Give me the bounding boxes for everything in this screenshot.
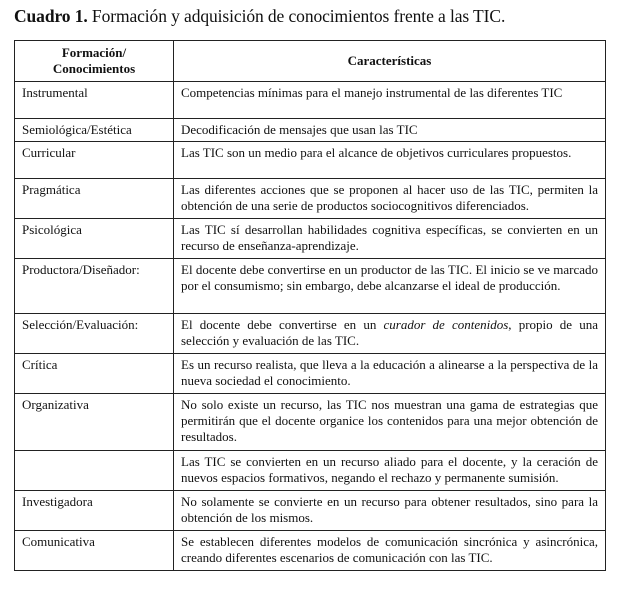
row-description: El docente debe convertirse en un productor de las TIC. El inicio se ve marcado por el consumismo; sin embargo, debe alcanzarse el ideal de producción. xyxy=(174,259,606,314)
header-formacion-line1: Formación/ xyxy=(61,45,127,60)
row-description: Las diferentes acciones que se proponen al hacer uso de las TIC, permiten la obtención de una serie de productos sociocognitivos diferenciados. xyxy=(174,179,606,219)
row-category: Organizativa xyxy=(15,394,174,451)
caption-title: Formación y adquisición de conocimientos frente a las TIC. xyxy=(87,6,506,26)
row-description: No solamente se convierte en un recurso para obtener resultados, sino para la obtención de los mismos. xyxy=(174,491,606,531)
header-caracteristicas: Características xyxy=(174,41,606,82)
row-category: Instrumental xyxy=(15,82,174,119)
row-description xyxy=(174,314,606,354)
table-row xyxy=(15,259,606,314)
row-category: Psicológica xyxy=(15,219,174,259)
header-formacion xyxy=(15,41,174,82)
row-category: Semiológica/Estética xyxy=(15,119,174,142)
row-category: Curricular xyxy=(15,142,174,179)
row-description-italic: curador de contenidos xyxy=(383,317,509,332)
table-row xyxy=(15,142,606,179)
table-caption xyxy=(14,6,505,27)
row-category: Investigadora xyxy=(15,491,174,531)
row-description: No solo existe un recurso, las TIC nos muestran una gama de estrategias que permitirán que el docente organice los contenidos para una mejor obtención de resultados. xyxy=(174,394,606,451)
table-row xyxy=(15,394,606,451)
table-row xyxy=(15,491,606,531)
table-row xyxy=(15,531,606,571)
table-header-row xyxy=(15,41,606,82)
table-row xyxy=(15,314,606,354)
row-description-before: El docente debe convertirse en un xyxy=(181,317,384,332)
table-row xyxy=(15,219,606,259)
row-description: Es un recurso realista, que lleva a la educación a alinearse a la perspectiva de la nueva sociedad el conocimiento. xyxy=(174,354,606,394)
table-row xyxy=(15,451,606,491)
table-row xyxy=(15,119,606,142)
table-row xyxy=(15,179,606,219)
row-description: Las TIC son un medio para el alcance de objetivos curriculares propuestos. xyxy=(174,142,606,179)
header-formacion-line2: Conocimientos xyxy=(52,61,136,76)
row-category: Pragmática xyxy=(15,179,174,219)
row-description: Decodificación de mensajes que usan las TIC xyxy=(174,119,606,142)
row-description: Competencias mínimas para el manejo instrumental de las diferentes TIC xyxy=(174,82,606,119)
row-category xyxy=(15,451,174,491)
row-description: Las TIC se convierten en un recurso aliado para el docente, y la ceración de nuevos espacios formativos, negando el rechazo y permanente sumisión. xyxy=(174,451,606,491)
competencies-table xyxy=(14,40,606,571)
row-description: Las TIC sí desarrollan habilidades cognitiva específicas, se convierten en un recurso de enseñanza-aprendizaje. xyxy=(174,219,606,259)
row-category: Comunicativa xyxy=(15,531,174,571)
row-category: Productora/Diseñador: xyxy=(15,259,174,314)
table-row xyxy=(15,354,606,394)
table-row xyxy=(15,82,606,119)
row-description: Se establecen diferentes modelos de comunicación sincrónica y asincrónica, creando diferentes escenarios de comunicación con las TIC. xyxy=(174,531,606,571)
row-description-after: , propio de una selección y evaluación de las TIC. xyxy=(181,317,598,348)
row-category: Crítica xyxy=(15,354,174,394)
row-category: Selección/Evaluación: xyxy=(15,314,174,354)
caption-label: Cuadro 1. xyxy=(14,6,88,26)
